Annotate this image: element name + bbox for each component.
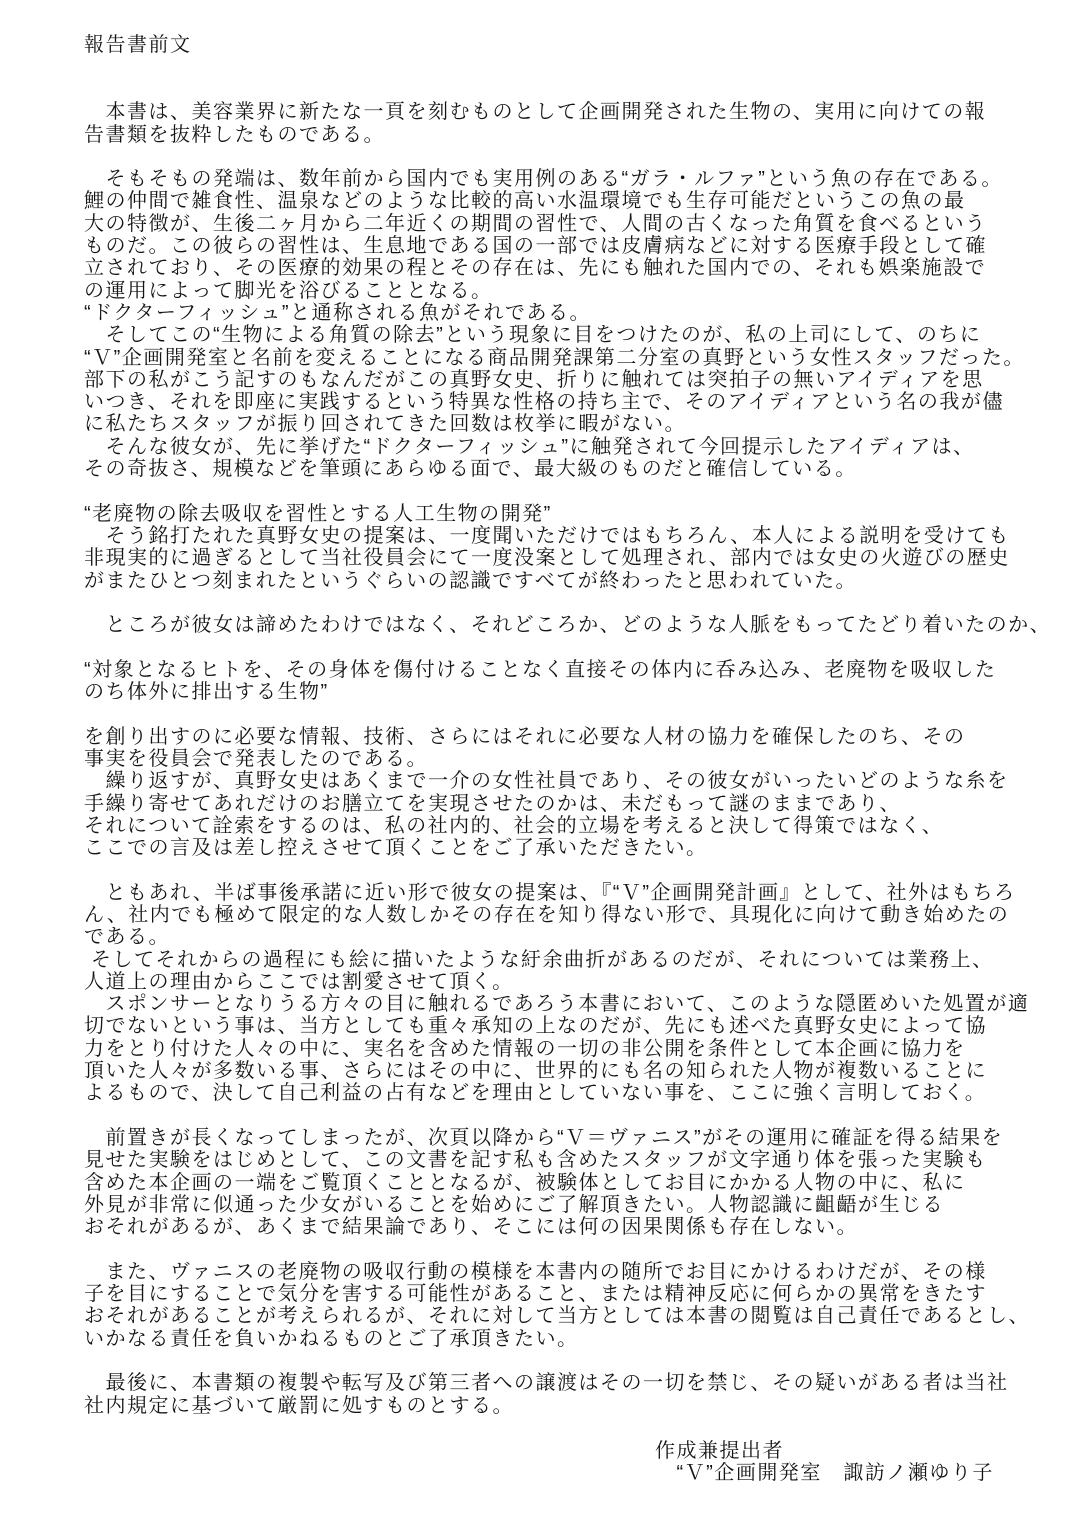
text-line: [84, 636, 1072, 658]
text-line: “Ｖ”企画開発室 諏訪ノ瀬ゆり子: [655, 1462, 994, 1485]
text-line: おそれがあるが、あくまで結果論であり、そこには何の因果関係も存在しない。: [84, 1216, 858, 1239]
text-line: そもそもの発端は、数年前から国内でも実用例のある“ガラ・ルファ”という魚の存在である。: [84, 168, 1003, 191]
text-line: [84, 146, 1072, 168]
text-line: を創り出すのに必要な情報、技術、さらにはそれに必要な人材の協力を確保したのち、その: [84, 725, 966, 748]
text-line: [84, 1350, 1072, 1372]
text-line: ん、社内でも極めて限定的な人数しかその存在を知り得ない形で、具現化に向けて動き始めたの: [84, 903, 1010, 926]
text-line: いかなる責任を負いかねるものとご了承頂きたい。: [84, 1327, 579, 1350]
text-line: いつき、それを即座に実践するという特異な性格の持ち主で、そのアイディアという名の我が儘: [84, 391, 1004, 414]
text-line: そう銘打たれた真野女史の提案は、一度聞いただけではもちろん、本人による説明を受けても: [84, 524, 1010, 547]
text-line: 事実を役員会で発表したのである。: [84, 747, 428, 770]
text-line: 非現実的に過ぎるとして当社役員会にて一度没案として処理され、部内では女史の火遊びの歴史: [84, 547, 1010, 570]
text-line: [84, 1105, 1072, 1127]
text-line: [84, 859, 1072, 881]
text-line: 告書類を抜粋したものである。: [84, 123, 385, 146]
text-line: “Ｖ”企画開発室と名前を変えることになる商品開発課第二分室の真野という女性スタッフだった。: [84, 346, 1025, 369]
text-line: そんな彼女が、先に挙げた“ドクターフィッシュ”に触発されて今回提示したアイディアは、: [84, 435, 975, 458]
text-line: 本書は、美容業界に新たな一頁を刻むものとして企画開発された生物の、実用に向けての報: [84, 101, 987, 124]
text-line: 切でないという事は、当方としても重々承知の上なのだが、先にも述べた真野女史によって協: [84, 1015, 987, 1038]
text-line: 鯉の仲間で雑食性、温泉などのような比較的高い水温環境でも生存可能だというこの魚の最: [84, 190, 966, 213]
text-line: 社内規定に基づいて厳罰に処すものとする。: [84, 1394, 514, 1417]
text-line: 含めた本企画の一端をご覧頂くこととなるが、被験体としてお目にかかる人物の中に、私に: [84, 1171, 966, 1194]
text-line: それについて詮索をするのは、私の社内的、社会的立場を考えると決して得策ではなく、: [84, 814, 944, 837]
text-line: “老廃物の除去吸収を習性とする人工生物の開発”: [84, 502, 552, 525]
text-line: “ドクターフィッシュ”と通称される魚がそれである。: [84, 301, 592, 324]
text-line: また、ヴァニスの老廃物の吸収行動の模様を本書内の随所でお目にかけるわけだが、その様: [84, 1260, 987, 1283]
text-line: 手繰り寄せてあれだけのお膳立てを実現させたのかは、未だもって謎のままであり、: [84, 792, 901, 815]
text-line: の運用によって脚光を浴びることとなる。: [84, 279, 493, 302]
text-line: 部下の私がこう記すのもなんだがこの真野女史、折りに触れては突拍子の無いアイディアを思: [84, 368, 984, 391]
text-line: スポンサーとなりうる方々の目に触れるであろう本書において、このような隠匿めいた処置が適: [84, 993, 1030, 1016]
text-line: 作成兼提出者: [655, 1439, 784, 1462]
text-line: おそれがあることが考えられるが、それに対して当方としては本書の閲覧は自己責任であるとし、: [84, 1305, 1030, 1328]
text-line: ところが彼女は諦めたわけではなく、それどころか、どのような人脈をもってたどり着いたのか、: [84, 614, 1052, 637]
text-line: その奇抜さ、規模などを筆頭にあらゆる面で、最大級のものだと確信している。: [84, 458, 857, 481]
text-line: がまたひとつ刻まれたというぐらいの認識ですべてが終わったと思われていた。: [84, 569, 857, 592]
text-line: [84, 592, 1072, 614]
text-line: [84, 703, 1072, 725]
text-line: よるもので、決して自己利益の占有などを理由としていない事を、ここに強く言明しておく。: [84, 1082, 987, 1105]
text-line: そしてそれからの過程にも絵に描いたような紆余曲折があるのだが、それについては業務上、: [84, 948, 994, 971]
report-body: [84, 101, 1072, 1417]
text-line: そしてこの“生物による角質の除去”という現象に目をつけたのが、私の上司にして、のちに: [84, 324, 982, 347]
page-title: 報告書前文: [84, 34, 192, 56]
text-line: [84, 1238, 1072, 1260]
text-line: [84, 480, 1072, 502]
text-line: 最後に、本書類の複製や転写及び第三者への譲渡はその一切を禁じ、その疑いがある者は当社: [84, 1372, 1009, 1395]
text-line: 大の特徴が、生後二ヶ月から二年近くの期間の習性で、人間の古くなった角質を食べるという: [84, 212, 987, 235]
text-line: “対象となるヒトを、その身体を傷付けることなく直接その体内に呑み込み、老廃物を吸収した: [84, 658, 997, 681]
text-line: 繰り返すが、真野女史はあくまで一介の女性社員であり、その彼女がいったいどのような糸を: [84, 770, 1009, 793]
text-line: 外見が非常に似通った少女がいることを始めにご了解頂きたい。人物認識に齟齬が生じる: [84, 1193, 944, 1216]
signature: [655, 1440, 1072, 1485]
text-line: 見せた実験をはじめとして、この文書を記す私も含めたスタッフが文字通り体を張った実験も: [84, 1149, 987, 1172]
text-line: のち体外に排出する生物”: [84, 681, 329, 704]
text-line: ものだ。この彼らの習性は、生息地である国の一部では皮膚病などに対する医療手段として確: [84, 235, 987, 258]
text-line: である。: [84, 926, 170, 949]
text-line: 力をとり付けた人々の中に、実名を含めた情報の一切の非公開を条件として本企画に協力を: [84, 1037, 966, 1060]
text-line: 子を目にすることで気分を害する可能性があること、または精神反応に何らかの異常をきたす: [84, 1283, 987, 1306]
text-line: 人道上の理由からここでは割愛させて頂く。: [84, 970, 514, 993]
text-line: 頂いた人々が多数いる事、さらにはその中に、世界的にも名の知られた人物が複数いることに: [84, 1060, 987, 1083]
text-line: 前置きが長くなってしまったが、次頁以降から“Ｖ＝ヴァニス”がその運用に確証を得る結果を: [84, 1126, 1004, 1149]
text-line: ここでの言及は差し控えさせて頂くことをご了承いただきたい。: [84, 837, 708, 860]
text-line: ともあれ、半ば事後承諾に近い形で彼女の提案は、『“Ｖ”企画開発計画』として、社外はもちろ: [84, 881, 1016, 904]
text-line: に私たちスタッフが振り回されてきた回数は枚挙に暇がない。: [84, 413, 686, 436]
text-line: 立されており、その医療的効果の程とその存在は、先にも触れた国内での、それも娯楽施設で: [84, 257, 987, 280]
